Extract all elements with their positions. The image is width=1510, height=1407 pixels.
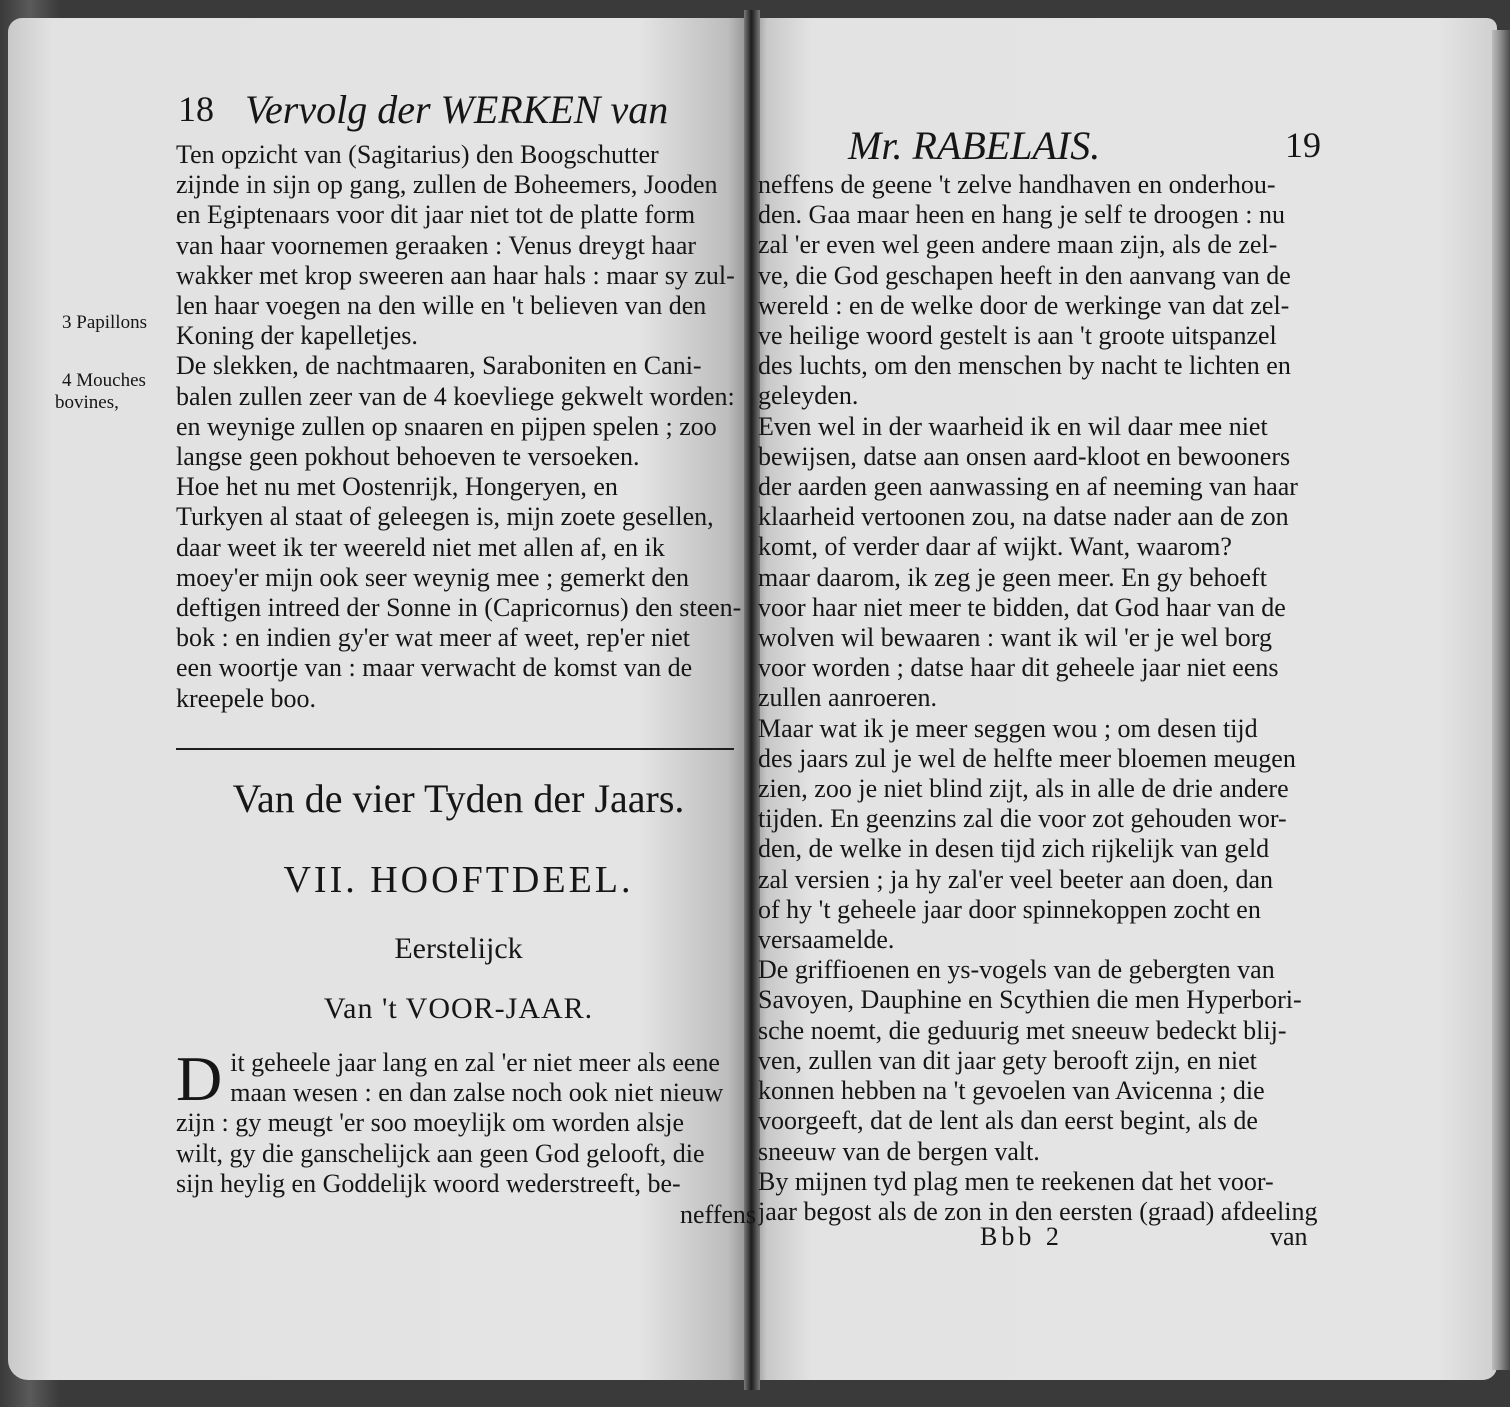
left-text-line: De slekken, de nachtmaaren, Saraboniten en Cani- — [176, 351, 702, 381]
left-text-line: balen zullen zeer van de 4 koevliege gekwelt worden: — [176, 381, 735, 411]
right-text-line: Even wel in der waarheid ik en wil daar mee niet — [758, 411, 1268, 441]
right-text-line: wereld : en de welke door de werkinge van dat zel- — [758, 290, 1290, 320]
page-edge — [1492, 30, 1510, 1370]
left-text-line: deftigen intreed der Sonne in (Capricornus) den steen- — [176, 593, 741, 623]
right-text-line: wolven wil bewaaren : want ik wil 'er je wel borg — [758, 623, 1272, 653]
right-page-number: 19 — [1285, 125, 1321, 165]
left-text-line: zijnde in sijn op gang, zullen de Boheemers, Jooden — [176, 170, 718, 200]
right-running-head: Mr. RABELAIS. — [848, 123, 1101, 168]
right-text-line: ve, die God geschapen heeft in den aanvang van de — [758, 260, 1291, 290]
right-body-text — [758, 170, 1324, 1227]
section-title: Van de vier Tyden der Jaars. — [232, 776, 685, 821]
right-text-line: den, de welke in desen tijd zich rijkelijk van geld — [758, 834, 1270, 864]
section-rule — [176, 748, 734, 750]
margin-note-mouches: 4 Mouches — [62, 370, 146, 391]
sub-heading-voorjaar: Van 't VOOR-JAAR. — [323, 992, 594, 1025]
left-text-2-line: sijn heylig en Goddelijk woord wederstreeft, be- — [176, 1168, 681, 1198]
right-text-line: sneeuw van de bergen valt. — [758, 1136, 1040, 1166]
left-text-line: een woortje van : maar verwacht de komst van de — [176, 653, 693, 683]
left-catchword: neffens — [680, 1200, 757, 1229]
left-text-line: Turkyen al staat of geleegen is, mijn zoete gesellen, — [176, 502, 714, 532]
left-text-line: van haar voornemen geraaken : Venus dreygt haar — [176, 230, 697, 260]
sub-heading-eerstelijck: Eerstelijck — [394, 932, 523, 965]
right-text-line: den. Gaa maar heen en hang je self te droogen : nu — [758, 200, 1286, 230]
right-text-line: geleyden. — [758, 381, 859, 411]
right-text-line: des luchts, om den menschen by nacht te lichten en — [758, 351, 1291, 381]
right-text-line: voorgeeft, dat de lent als dan eerst begint, als de — [758, 1106, 1258, 1136]
right-text-line: sche noemt, die geduurig met sneeuw bedeckt blij- — [758, 1015, 1287, 1045]
right-text-line: konnen hebben na 't gevoelen van Avicenna ; die — [758, 1076, 1265, 1106]
left-text-line: wakker met krop sweeren aan haar hals : maar sy zul- — [176, 260, 735, 290]
right-text-line: By mijnen tyd plag men te reekenen dat het voor- — [758, 1166, 1274, 1196]
right-text-line: klaarheid vertoonen zou, na datse nader aan de zon — [758, 502, 1289, 532]
left-text-line: bok : en indien gy'er wat meer af weet, rep'er niet — [176, 623, 690, 653]
right-text-line: jaar begost als de zon in den eersten (graad) afdeeling — [758, 1196, 1318, 1226]
left-text-line: len haar voegen na den wille en 't believen van den — [176, 291, 707, 321]
right-catchword: van — [1270, 1222, 1308, 1251]
right-text-line: tijden. En geenzins zal die voor zot gehouden wor- — [758, 804, 1287, 834]
right-text-line: voor haar niet meer te bidden, dat God haar van de — [758, 592, 1286, 622]
margin-note-bovines: bovines, — [55, 392, 119, 413]
right-text-line: Savoyen, Dauphine en Scythien die men Hyperbori- — [758, 985, 1302, 1015]
left-body-text — [176, 140, 741, 714]
left-text-2-line: it geheele jaar lang en zal 'er niet meer als eene — [230, 1048, 720, 1077]
left-text-2-line: wilt, gy die ganschelijck aan geen God gelooft, die — [176, 1138, 705, 1168]
right-text-line: maar daarom, ik zeg je geen meer. En gy behoeft — [758, 562, 1267, 592]
right-text-line: voor worden ; datse haar dit geheele jaar niet eens — [758, 653, 1279, 683]
right-text-line: zien, zoo je niet blind zijt, als in alle de drie andere — [758, 774, 1289, 804]
chapter-heading: VII. HOOFTDEEL. — [283, 859, 634, 901]
right-text-line: komt, of verder daar af wijkt. Want, waarom? — [758, 532, 1232, 562]
left-text-line: Ten opzicht van (Sagitarius) den Boogschutter — [176, 140, 659, 169]
signature-mark: Bbb 2 — [980, 1222, 1063, 1251]
left-running-head: Vervolg der WERKEN van — [245, 87, 669, 132]
right-text-line: Maar wat ik je meer seggen wou ; om desen tijd — [758, 713, 1258, 743]
left-text-2-line: maan wesen : en dan zalse noch ook niet nieuw — [230, 1078, 724, 1108]
left-text-line: Koning der kapelletjes. — [176, 321, 418, 351]
right-text-line: De griffioenen en ys-vogels van de gebergten van — [758, 955, 1275, 985]
left-text-line: kreepele boo. — [176, 683, 317, 713]
left-text-line: moey'er mijn ook seer weynig mee ; gemerkt den — [176, 562, 689, 592]
left-text-line: en weynige zullen op snaaren en pijpen spelen ; zoo — [176, 411, 717, 441]
right-text-line: versaamelde. — [758, 925, 895, 955]
right-text-line: zal 'er even wel geen andere maan zijn, als de zel- — [758, 230, 1278, 260]
right-text-line: des jaars zul je wel de helfte meer bloemen meugen — [758, 743, 1296, 773]
right-text-line: neffens de geene 't zelve handhaven en onderhou- — [758, 170, 1276, 199]
right-text-line: zal versien ; ja hy zal'er veel beeter aan doen, dan — [758, 864, 1274, 894]
right-text-line: der aarden geen aanwassing en af neeming van haar — [758, 472, 1298, 502]
left-text-line: Hoe het nu met Oostenrijk, Hongeryen, en — [176, 472, 618, 502]
left-text-line: langse geen pokhout behoeven te versoeken. — [176, 442, 640, 472]
right-text-line: bewijsen, datse aan onsen aard-kloot en bewooners — [758, 441, 1291, 471]
margin-note-papillons: 3 Papillons — [62, 312, 147, 333]
right-text-line: ven, zullen van dit jaar gety berooft zijn, en niet — [758, 1045, 1257, 1075]
right-text-line: ve heilige woord gestelt is aan 't groote uitspanzel — [758, 321, 1277, 351]
left-text-line: en Egiptenaars voor dit jaar niet tot de platte form — [176, 200, 696, 230]
left-text-line: daar weet ik ter weereld niet met allen af, en ik — [176, 532, 665, 562]
left-page-number: 18 — [178, 89, 214, 129]
right-text-line: zullen aanroeren. — [758, 683, 938, 713]
drop-cap: D — [176, 1043, 223, 1114]
left-text-2-line: zijn : gy meugt 'er soo moeylijk om worden alsje — [176, 1108, 684, 1138]
right-text-line: of hy 't geheele jaar door spinnekoppen zocht en — [758, 894, 1261, 924]
left-body-text-2 — [176, 1043, 741, 1199]
